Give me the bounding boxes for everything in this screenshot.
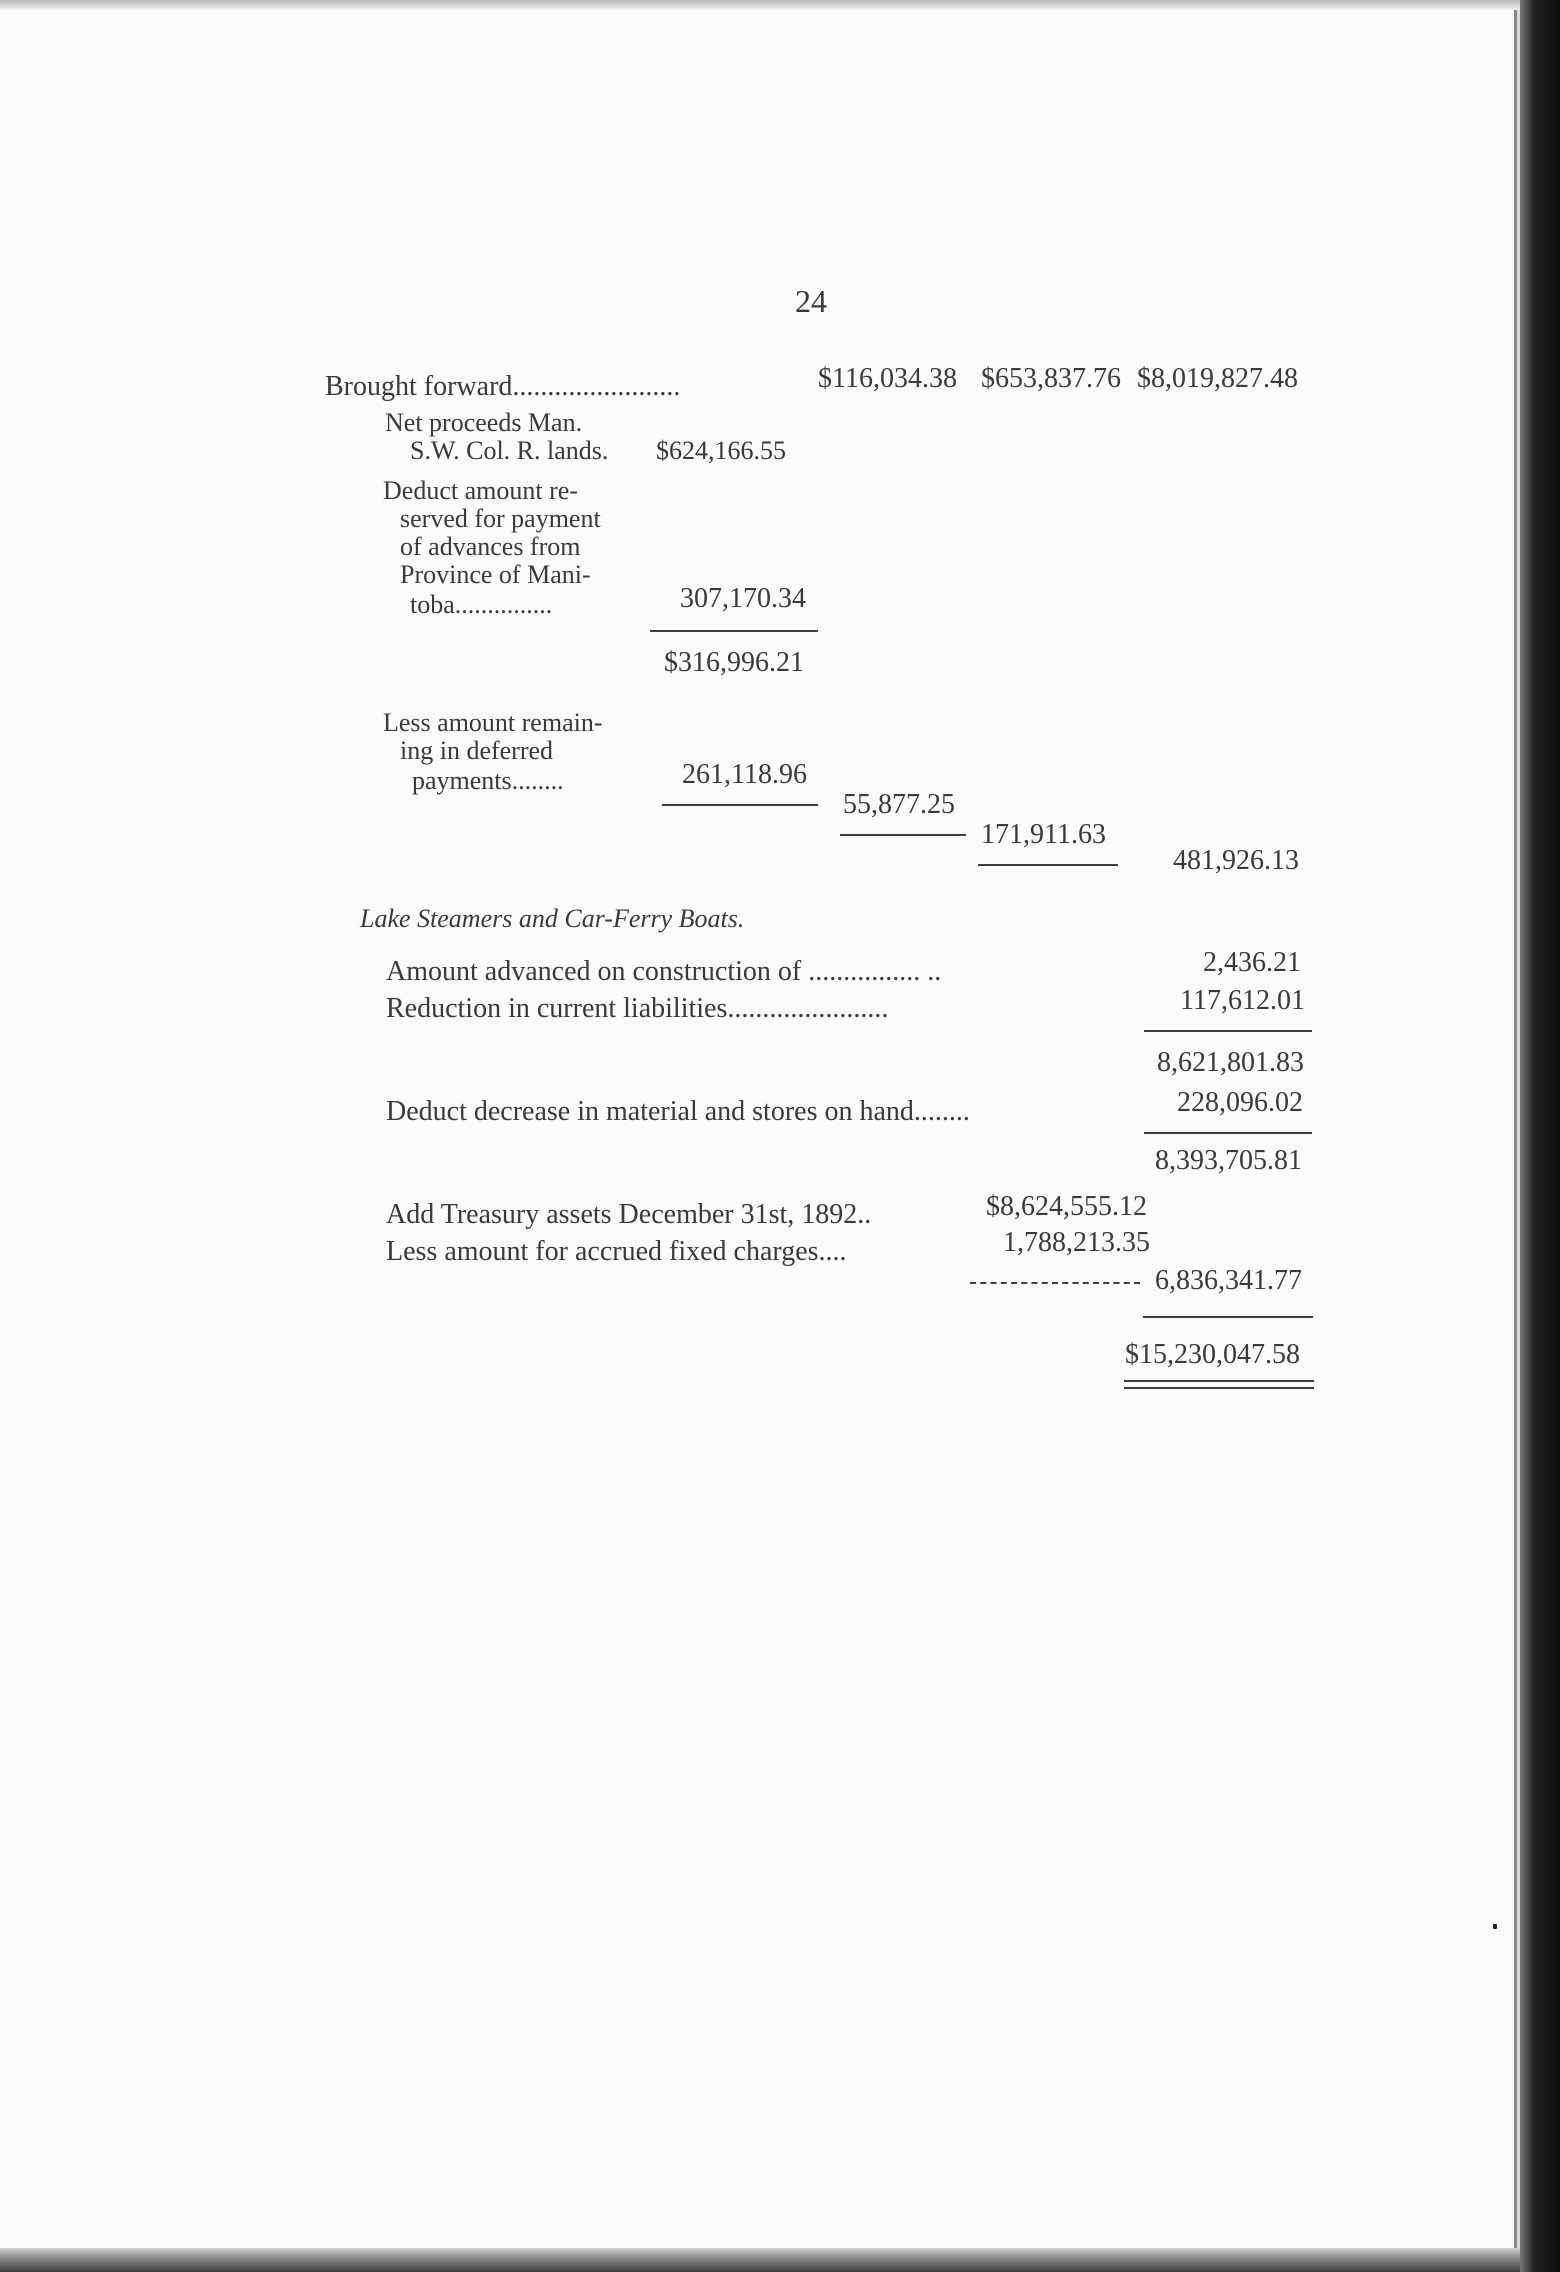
dot-leader: ........................	[512, 371, 681, 402]
subtotal-2: 8,621,801.83	[1157, 1047, 1304, 1078]
page-number: 24	[795, 283, 827, 319]
less-remaining-rule	[662, 804, 818, 806]
subtotal-1-rule	[650, 630, 818, 632]
brought-forward-row	[325, 372, 680, 402]
net-proceeds-line2: S.W. Col. R. lands.	[410, 436, 609, 465]
less-remaining-line3: payments........	[412, 766, 564, 795]
carry-a-rule	[840, 834, 966, 836]
deduct-reserved-line2: served for payment	[400, 504, 601, 533]
subtotal-1: $316,996.21	[664, 647, 804, 678]
accrued-rule	[970, 1282, 1140, 1284]
carry-c: 481,926.13	[1173, 845, 1299, 876]
net-proceeds-amount: $624,166.55	[656, 436, 786, 465]
accrued-amount: 1,788,213.35	[1003, 1227, 1150, 1258]
carry-a: 55,877.25	[843, 789, 955, 820]
treasury-label: Add Treasury assets December 31st, 1892	[386, 1199, 858, 1230]
amount-advanced-label: Amount advanced on construction of	[386, 956, 802, 987]
amount-advanced-row: Amount advanced on construction of ................ ..	[386, 956, 942, 987]
accrued-label: Less amount for accrued fixed charges	[386, 1236, 819, 1267]
less-remaining-amount: 261,118.96	[682, 759, 807, 790]
grand-total-double-rule	[1124, 1380, 1314, 1389]
page-speck	[1493, 1924, 1497, 1929]
deduct-reserved-amount: 307,170.34	[680, 583, 806, 614]
brought-forward-col-b: $653,837.76	[981, 363, 1121, 394]
grand-total-rule	[1143, 1316, 1313, 1318]
less-remaining-line2: ing in deferred	[400, 736, 554, 765]
treasury-amount: $8,624,555.12	[986, 1191, 1147, 1222]
net-proceeds-line1: Net proceeds Man.	[385, 408, 583, 437]
treasury-row: Add Treasury assets December 31st, 1892..	[386, 1199, 872, 1230]
brought-forward-label: Brought forward	[325, 371, 513, 402]
deduct-reserved-line5: toba...............	[410, 590, 553, 619]
net-treasury: 6,836,341.77	[1155, 1265, 1302, 1296]
section-heading: Lake Steamers and Car-Ferry Boats.	[360, 904, 745, 933]
page-edge-right	[1520, 0, 1560, 2272]
deduct-reserved-line3: of advances from	[400, 532, 581, 561]
amount-advanced-amount: 2,436.21	[1203, 947, 1301, 978]
deduct-reserved-line4: Province of Mani-	[400, 560, 591, 589]
deduct-decrease-amount: 228,096.02	[1177, 1087, 1303, 1118]
deduct-decrease-row: Deduct decrease in material and stores on hand........	[386, 1096, 970, 1127]
brought-forward-col-c: $8,019,827.48	[1137, 363, 1298, 394]
grand-total: $15,230,047.58	[1125, 1339, 1300, 1370]
subtotal-3-rule	[1144, 1132, 1312, 1134]
accrued-row: Less amount for accrued fixed charges....	[386, 1236, 847, 1267]
deduct-decrease-label: Deduct decrease in material and stores on hand	[386, 1096, 914, 1127]
page-edge-bottom	[0, 2248, 1520, 2272]
subtotal-2-rule	[1144, 1030, 1312, 1032]
brought-forward-col-a: $116,034.38	[818, 363, 957, 394]
reduction-label: Reduction in current liabilities	[386, 993, 728, 1024]
page-top-shadow	[0, 0, 1520, 10]
subtotal-3: 8,393,705.81	[1155, 1145, 1302, 1176]
reduction-amount: 117,612.01	[1180, 985, 1305, 1016]
less-remaining-line1: Less amount remain-	[383, 708, 603, 737]
deduct-reserved-line1: Deduct amount re-	[383, 476, 578, 505]
carry-b-rule	[978, 864, 1118, 866]
reduction-row: Reduction in current liabilities.......................	[386, 993, 889, 1024]
carry-b: 171,911.63	[981, 819, 1106, 850]
